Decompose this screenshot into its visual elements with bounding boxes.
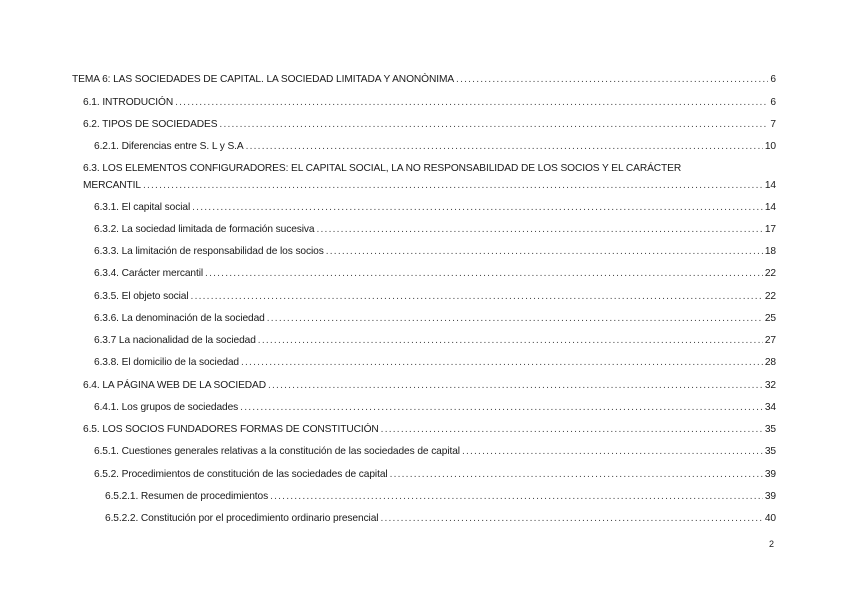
toc-entry-title: 6.3.5. El objeto social [94, 291, 189, 302]
toc-entry-page: 40 [764, 513, 776, 524]
toc-entry-6-3-5[interactable] [94, 288, 776, 305]
toc-entry-title: 6.3.1. El capital social [94, 202, 191, 213]
toc-entry-page: 28 [764, 357, 776, 368]
dot-leader [191, 288, 763, 305]
toc-entry-6-5-1[interactable] [94, 443, 776, 460]
toc-entry-6-3-7[interactable] [94, 332, 776, 349]
toc-entry-page: 39 [764, 469, 776, 480]
toc-entry-title: 6.4. LA PÁGINA WEB DE LA SOCIEDAD [83, 380, 266, 391]
toc-entry-page: 25 [764, 313, 776, 324]
toc-entry-title: 6.3.4. Carácter mercantil [94, 268, 204, 279]
toc-entry-title: MERCANTIL [83, 180, 141, 191]
toc-entry-tema-6[interactable] [72, 71, 776, 88]
toc-entry-page: 10 [764, 141, 776, 152]
dot-leader [326, 243, 763, 260]
dot-leader [390, 466, 763, 483]
toc-entry-6-3-4[interactable] [94, 265, 776, 282]
dot-leader [270, 488, 763, 505]
toc-entry-title: 6.2.1. Diferencias entre S. L y S.A [94, 141, 244, 152]
dot-leader [267, 310, 763, 327]
toc-entry-title: 6.4.1. Los grupos de sociedades [94, 402, 239, 413]
toc-entry-title: 6.3.3. La limitación de responsabilidad de los socios [94, 246, 324, 257]
dot-leader [258, 332, 763, 349]
toc-entry-title: 6.1. INTRODUCIÓN [83, 97, 174, 108]
toc-entry-page: 14 [764, 202, 776, 213]
toc-entry-6-3-3[interactable] [94, 243, 776, 260]
dot-leader [219, 116, 768, 133]
toc-entry-page: 6 [770, 74, 776, 85]
toc-entry-title: 6.5.1. Cuestiones generales relativas a la constitución de las sociedades de capital [94, 446, 460, 457]
toc-entry-page: 22 [764, 268, 776, 279]
dot-leader [205, 265, 763, 282]
toc-entry-6-3-2[interactable] [94, 221, 776, 238]
dot-leader [175, 94, 768, 111]
toc-entry-title: 6.5.2.2. Constitución por el procedimiento ordinario presencial [105, 513, 379, 524]
dot-leader [462, 443, 763, 460]
toc-entry-6-3-1[interactable] [94, 199, 776, 216]
toc-entry-6-5-2[interactable] [94, 466, 776, 483]
toc-entry-6-5-2-1[interactable] [105, 488, 776, 505]
toc-entry-title: 6.5. LOS SOCIOS FUNDADORES FORMAS DE CONSTITUCIÓN [83, 424, 379, 435]
toc-entry-title: 6.2. TIPOS DE SOCIEDADES [83, 119, 218, 130]
toc-entry-6-2-1[interactable] [94, 138, 776, 155]
dot-leader [240, 399, 763, 416]
dot-leader [143, 177, 763, 194]
toc-entry-title-line-1: 6.3. LOS ELEMENTOS CONFIGURADORES: EL CAPITAL SOCIAL, LA NO RESPONSABILIDAD DE LOS SOCIOS Y EL CARÁCTER [83, 163, 682, 174]
dot-leader [316, 221, 762, 238]
dot-leader [268, 377, 763, 394]
dot-leader [456, 71, 768, 88]
toc-entry-page: 32 [764, 380, 776, 391]
toc-entry-title: 6.3.8. El domicilio de la sociedad [94, 357, 239, 368]
toc-entry-title: 6.3.2. La sociedad limitada de formación sucesiva [94, 224, 315, 235]
toc-entry-page: 35 [764, 446, 776, 457]
toc-entry-title: 6.5.2.1. Resumen de procedimientos [105, 491, 269, 502]
toc-entry-6-4-1[interactable] [94, 399, 776, 416]
page-number: 2 [769, 539, 775, 549]
toc-entry-6-5-2-2[interactable] [105, 510, 776, 527]
toc-entry-title: TEMA 6: LAS SOCIEDADES DE CAPITAL. LA SOCIEDAD LIMITADA Y ANONÒNIMA [72, 74, 455, 85]
dot-leader [192, 199, 763, 216]
toc-entry-page: 22 [764, 291, 776, 302]
toc-entry-page: 34 [764, 402, 776, 413]
toc-entry-page: 27 [764, 335, 776, 346]
toc-entry-title: 6.3.6. La denominación de la sociedad [94, 313, 265, 324]
dot-leader [246, 138, 763, 155]
toc-entry-6-3-6[interactable] [94, 310, 776, 327]
toc-entry-6-3[interactable] [83, 160, 776, 194]
toc-entry-page: 17 [764, 224, 776, 235]
toc-entry-title: 6.3.7 La nacionalidad de la sociedad [94, 335, 256, 346]
toc-entry-page: 35 [764, 424, 776, 435]
toc-entry-6-1[interactable] [83, 94, 776, 111]
toc-entry-page: 6 [770, 97, 776, 108]
toc-entry-6-5[interactable] [83, 421, 776, 438]
toc-entry-page: 7 [770, 119, 776, 130]
toc-entry-title: 6.5.2. Procedimientos de constitución de las sociedades de capital [94, 469, 388, 480]
toc-entry-page: 14 [764, 180, 776, 191]
toc-entry-6-3-8[interactable] [94, 354, 776, 371]
dot-leader [241, 354, 763, 371]
toc-entry-6-2[interactable] [83, 116, 776, 133]
dot-leader [380, 510, 762, 527]
toc-entry-page: 39 [764, 491, 776, 502]
toc-entry-6-4[interactable] [83, 377, 776, 394]
dot-leader [381, 421, 763, 438]
toc-entry-page: 18 [764, 246, 776, 257]
